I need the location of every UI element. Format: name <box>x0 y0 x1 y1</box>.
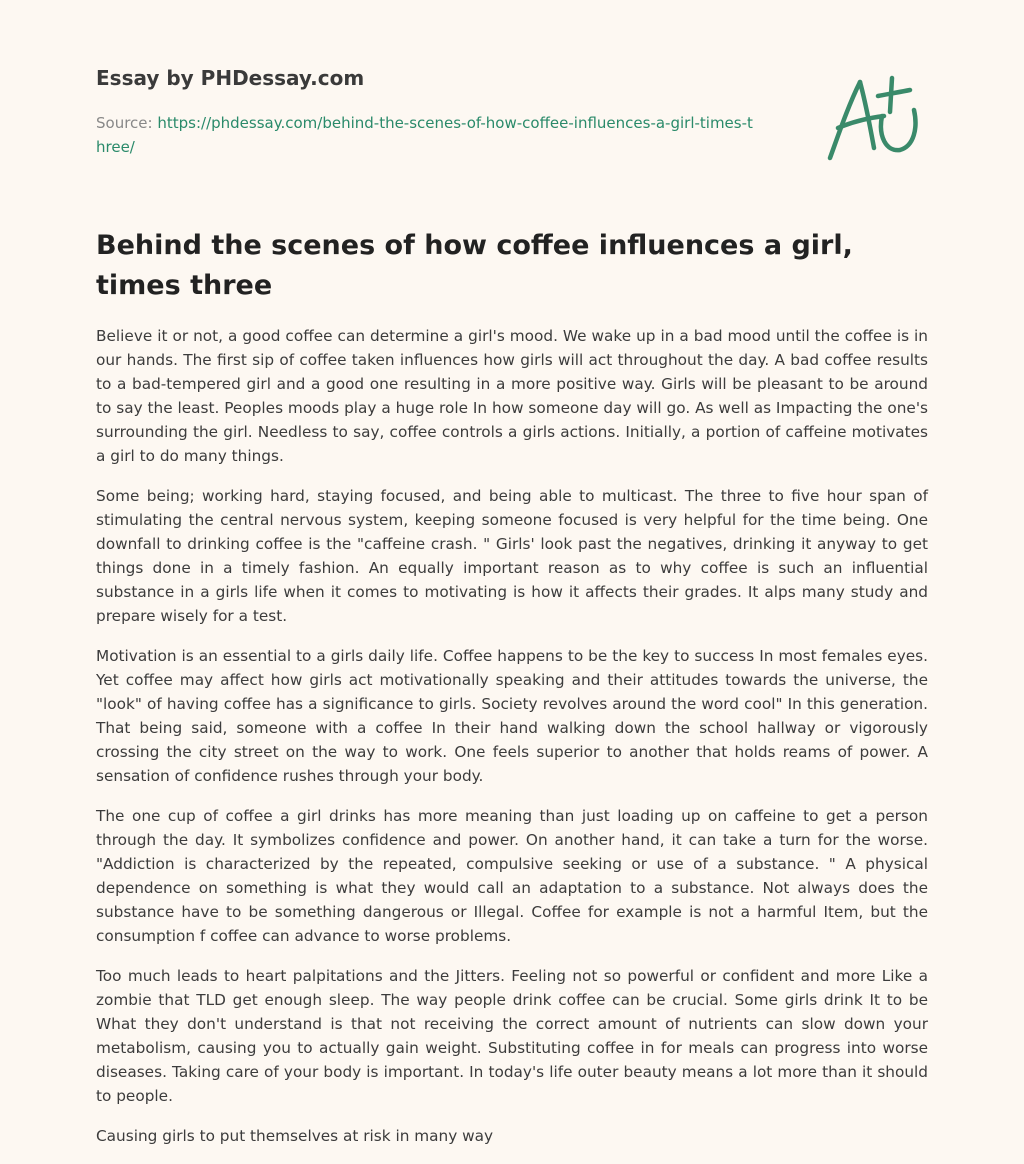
site-title: Essay by PHDessay.com <box>96 66 365 90</box>
source-label: Source: <box>96 114 153 132</box>
a-plus-grade-logo-icon <box>820 66 930 166</box>
page-header <box>96 62 796 159</box>
essay-title: Behind the scenes of how coffee influences a girl, times three <box>96 230 853 301</box>
essay-paragraph: The one cup of coffee a girl drinks has more meaning than just loading up on caffeine to get a person through the day. It symbolizes confidence and power. On another hand, it can take a turn for the worse. "Addiction is characterized by the repeated, compulsive seeking or use of a substance. " A physical dependence on something is what they would call an adaptation to a substance. Not always does the substance have to be something dangerous or Illegal. Coffee for example is not a harmful Item, but the consumption f coffee can advance to worse problems. <box>96 807 928 945</box>
essay-paragraph: Some being; working hard, staying focused, and being able to multicast. The three to five hour span of stimulating the central nervous system, keeping someone focused is very helpful for the time being. One downfall to drinking coffee is the "caffeine crash. " Girls' look past the negatives, drinking it anyway to get things done in a timely fashion. An equally important reason as to why coffee is such an influential substance in a girls life when it comes to motivating is how it affects their grades. It alps many study and prepare wisely for a test. <box>96 487 928 625</box>
source-link[interactable]: https://phdessay.com/behind-the-scenes-of-how-coffee-influences-a-girl-times-three/ <box>96 114 753 156</box>
source-line <box>96 111 756 159</box>
essay-paragraph: Believe it or not, a good coffee can determine a girl's mood. We wake up in a bad mood until the coffee is in our hands. The first sip of coffee taken influences how girls will act throughout the day. A bad coffee results to a bad-tempered girl and a good one resulting in a more positive way. Girls will be pleasant to be around to say the least. Peoples moods play a huge role In how someone day will go. As well as Impacting the one's surrounding the girl. Needless to say, coffee controls a girls actions. Initially, a portion of caffeine motivates a girl to do many things. <box>96 327 928 465</box>
essay-paragraph: Causing girls to put themselves at risk in many way <box>96 1127 494 1145</box>
essay-body <box>96 324 928 1164</box>
essay-paragraph: Too much leads to heart palpitations and the Jitters. Feeling not so powerful or confident and more Like a zombie that TLD get enough sleep. The way people drink coffee can be crucial. Some girls drink It to be What they don't understand is that not receiving the correct amount of nutrients can slow down your metabolism, causing you to actually gain weight. Substituting coffee in for meals can progress into worse diseases. Taking care of your body is important. In today's life outer beauty means a lot more than it should to people. <box>96 967 928 1105</box>
essay-paragraph: Motivation is an essential to a girls daily life. Coffee happens to be the key to success In most females eyes. Yet coffee may affect how girls act motivationally speaking and their attitudes towards the universe, the "look" of having coffee has a significance to girls. Society revolves around the word cool" In this generation. That being said, someone with a coffee In their hand walking down the school hallway or vigorously crossing the city street on the way to work. One feels superior to another that holds reams of power. A sensation of confidence rushes through your body. <box>96 647 928 785</box>
a-plus-logo <box>820 66 930 166</box>
